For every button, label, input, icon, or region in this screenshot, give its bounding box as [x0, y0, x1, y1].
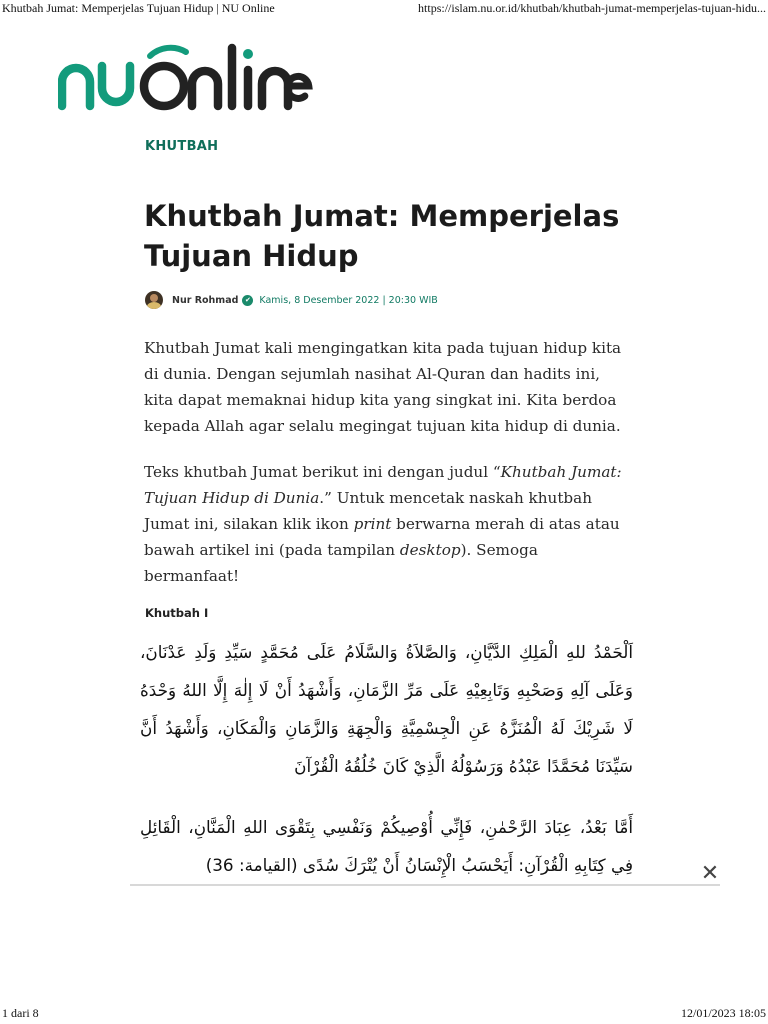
p2-italic-desktop: desktop	[399, 541, 461, 559]
print-datetime: 12/01/2023 18:05	[680, 1006, 766, 1020]
author-avatar[interactable]	[145, 291, 163, 309]
publish-date: Kamis, 8 Desember 2022 | 20:30 WIB	[259, 294, 438, 306]
p2-text-4: ). Semoga bermanfaat!	[144, 541, 538, 585]
arabic-opening-text: اَلْحَمْدُ للهِ الْمَلِكِ الدَّيَّانِ، وَالصَّلاَةُ وَالسَّلَامُ عَلَى مُحَمَّدٍ سَيِّدِ وَلَدِ عَدْنَانَ، وَعَلَى آلِهِ وَصَحْبِهِ وَتَابِعِيْهِ عَلَى مَرِّ الزَّمَانِ، وَأَشْهَدُ أَنْ لَا إِلٰهَ إِلَّا اللهُ وَحْدَهُ لَا شَرِيْكَ لَهُ الْمُنَزَّهُ عَنِ الْجِسْمِيَّةِ وَالْجِهَةِ وَالزَّمَانِ وَالْمَكَانِ، وَأَشْهَدُ أَنَّ سَيِّدَنَا مُحَمَّدًا عَبْدُهُ وَرَسُوْلُهُ الَّذِيْ كَانَ خُلُقُهُ الْقُرْآنَ	[140, 642, 633, 776]
print-page-number: 1 dari 8	[2, 1006, 39, 1020]
p2-text-2: .” Untuk mencetak naskah khutbah Jumat ini, silakan klik ikon	[144, 489, 592, 533]
content-divider	[130, 884, 720, 890]
article-title: Khutbah Jumat: Memperjelas Tujuan Hidup	[144, 199, 620, 273]
print-header	[0, 0, 768, 16]
p2-italic-print: print	[353, 515, 392, 533]
p2-italic-title: Khutbah Jumat: Tujuan Hidup di Dunia	[144, 463, 622, 507]
verified-check-icon: ✔	[242, 295, 253, 306]
print-page-title: Khutbah Jumat: Memperjelas Tujuan Hidup | NU Online	[2, 1, 275, 15]
p2-text-3: berwarna merah di atas atau bawah artikel ini (pada tampilan	[144, 515, 620, 559]
intro-paragraph: Khutbah Jumat kali mengingatkan kita pada tujuan hidup kita di dunia. Dengan sejumlah nasihat Al-Quran dan hadits ini, kita dapat memaknai hidup kita yang singkat ini. Kita berdoa kepada Allah agar selalu megingat tujuan kita hidup di dunia.	[144, 339, 622, 435]
print-instruction-paragraph	[144, 459, 634, 589]
section-heading: Khutbah I	[145, 606, 209, 620]
print-page-url: https://islam.nu.or.id/khutbah/khutbah-jumat-memperjelas-tujuan-hidu...	[418, 1, 766, 15]
print-footer	[0, 1006, 768, 1024]
nu-online-logo[interactable]	[58, 40, 318, 116]
arabic-wasiat-text: أَمَّا بَعْدُ، عِبَادَ الرَّحْمٰنِ، فَإِنِّي أُوْصِيكُمْ وَنَفْسِي بِتَقْوَى اللهِ الْمَنَّانِ، الْقَائِلِ فِي كِتَابِهِ الْقُرْآنِ: أَيَحْسَبُ الْإِنْسَانُ أَنْ يُتْرَكَ سُدًى (القيامة: 36)	[140, 817, 633, 875]
author-name[interactable]: Nur Rohmad	[172, 294, 239, 306]
article-meta	[145, 289, 438, 311]
article-category[interactable]: KHUTBAH	[145, 139, 219, 154]
nu-online-logo-graphic	[58, 40, 318, 116]
close-icon[interactable]: ✕	[700, 861, 720, 886]
p2-text-1: Teks khutbah Jumat berikut ini dengan judul “	[144, 463, 501, 481]
